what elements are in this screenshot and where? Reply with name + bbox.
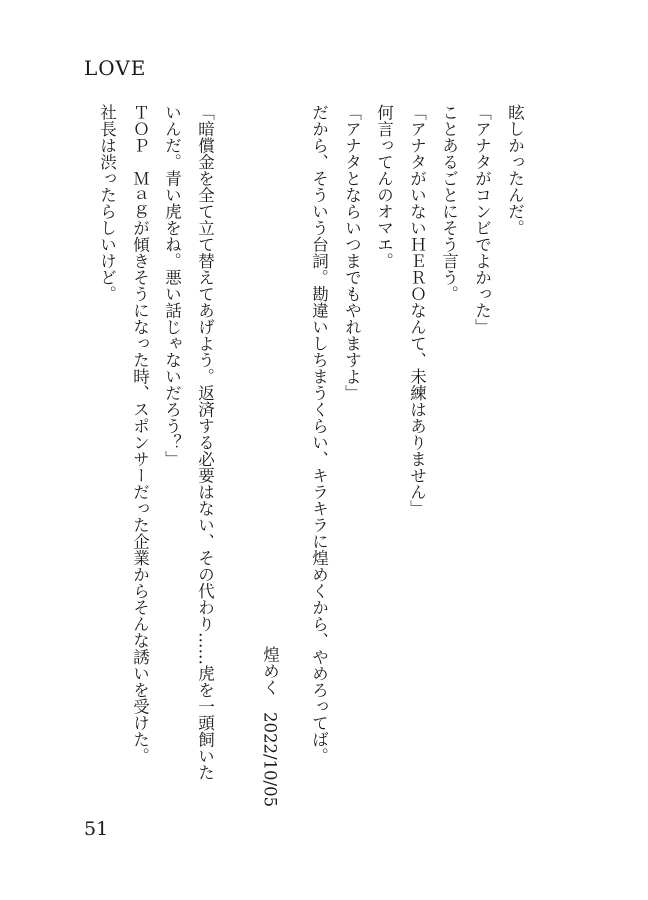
text-line: いんだ。青い虎をね。悪い話じゃないだろう？」 — [162, 104, 182, 467]
text-line: 「アナタがコンビでよかった」 — [472, 104, 492, 335]
text-line: 眩しかったんだ。 — [505, 104, 525, 236]
text-line: ＴＯＰ Ｍａｇが傾きそうになった時、スポンサーだった企業からそんな誘いを受けた。 — [130, 104, 150, 764]
text-line: 何言ってんのオマエ。 — [374, 104, 394, 269]
text-line: 「アナタがいないＨＥＲＯなんて、未練はありません」 — [407, 104, 427, 517]
text-line: だから、そういう台詞。勘違いしちまうくらい、キラキラに煌めくから、やめろってば。 — [309, 104, 329, 764]
signature-line: 煌めく 2022/10/05 — [260, 646, 280, 808]
text-line: 「アナタとならいつまでもやれますよ」 — [342, 104, 362, 401]
text-line: 社長は渋ったらしいけど。 — [97, 104, 117, 302]
page-number: 51 — [84, 818, 109, 840]
text-line: 「暗償金を全て立て替えてあげよう。返済する必要はない、その代わり……虎を一頭飼いた — [195, 104, 215, 781]
running-header-title: LOVE — [84, 56, 147, 80]
text-line: ことあるごとにそう言う。 — [439, 104, 459, 302]
